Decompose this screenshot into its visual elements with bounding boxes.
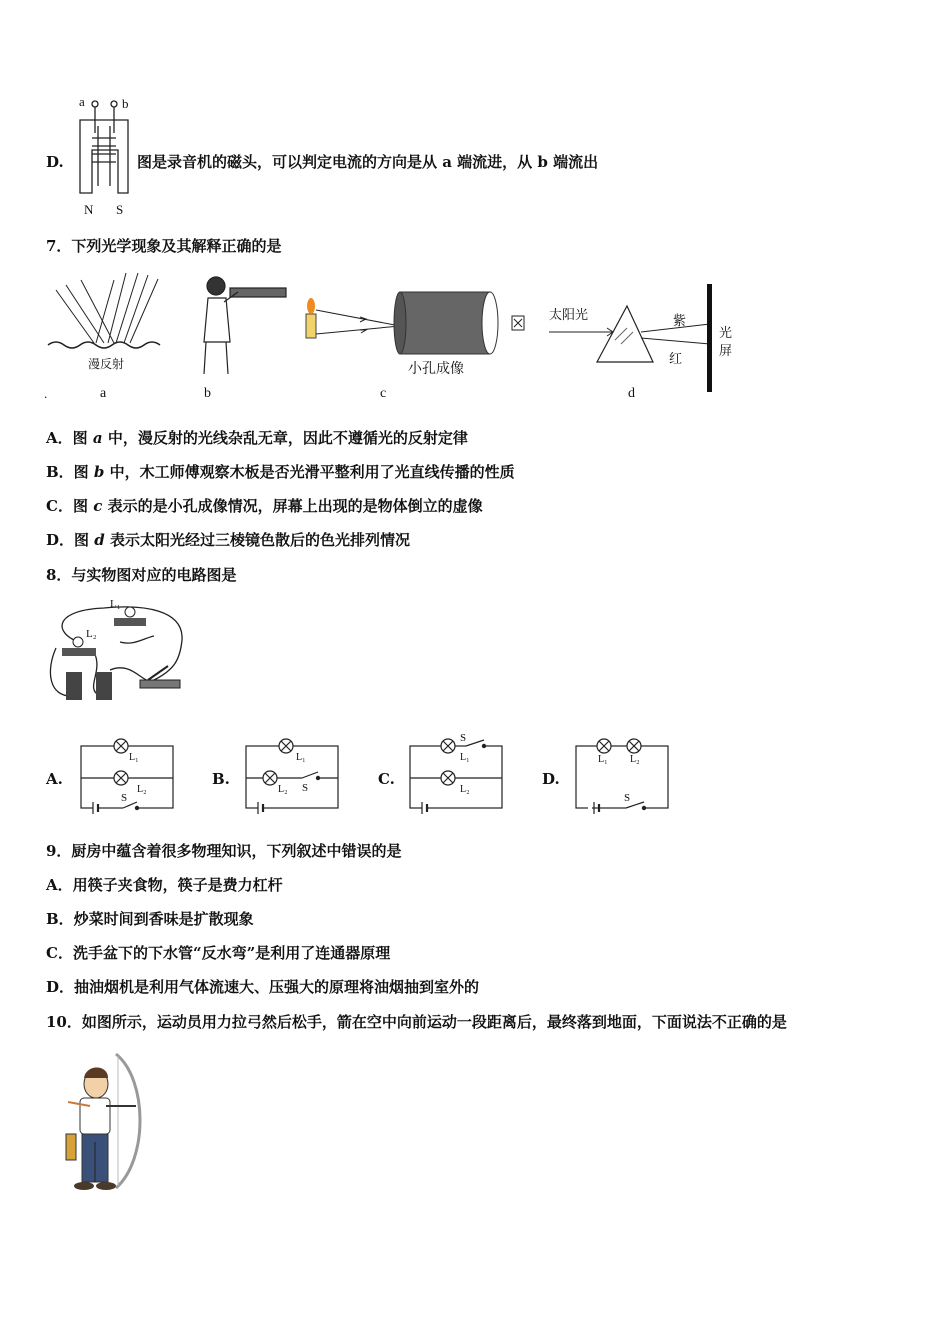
q8-physical-circuit-photo: [44, 600, 194, 708]
q6-option-d-text: 图是录音机的磁头，可以判定电流的方向是从 a 端流进，从 b 端流出: [137, 153, 599, 171]
q7-option-d: [46, 530, 410, 550]
q9-option-a: A．用筷子夹食物，筷子是费力杠杆: [46, 876, 283, 894]
b-s-label: S: [302, 782, 309, 794]
q7-option-d-label: D．图: [46, 531, 90, 549]
fig-d-red-label: 红: [669, 351, 683, 366]
q7-option-c-text: 表示的是小孔成像情况，屏幕上出现的是物体倒立的虚像: [107, 497, 483, 515]
q7-stem: 7．下列光学现象及其解释正确的是: [46, 237, 282, 255]
terminal-b-label: b: [122, 96, 129, 111]
q8-option-a-label: A.: [46, 770, 63, 788]
q7-option-a-label: A．图: [46, 429, 88, 447]
q9-stem: 9．厨房中蕴含着很多物理知识，下列叙述中错误的是: [46, 842, 402, 860]
fig-d-screen-label-2: 屏: [719, 343, 733, 358]
fig-a-caption: a: [100, 386, 107, 401]
q9-option-b: B．炒菜时间到香味是扩散现象: [46, 910, 254, 928]
q8-circuit-c: [404, 732, 509, 814]
pole-n-label: N: [84, 202, 94, 217]
c-l2-label: L₂: [460, 784, 470, 795]
fig-d-sun-label: 太阳光: [549, 307, 589, 322]
terminal-a-label: a: [79, 94, 85, 109]
q8-option-d-label: D.: [542, 770, 560, 788]
a-s-label: S: [121, 792, 128, 804]
c-l1-label: L₁: [460, 752, 470, 763]
q9-option-c: C．洗手盆下的下水管“反水弯”是利用了连通器原理: [46, 944, 391, 962]
q7-option-a-var: a: [92, 429, 103, 447]
photo-l1-label: L₁: [110, 598, 121, 610]
q8-option-b-label: B.: [212, 770, 230, 788]
q8-stem: 8．与实物图对应的电路图是: [46, 566, 237, 584]
fig-d-screen-label-1: 光: [719, 325, 733, 340]
q7-figure-b-carpenter: [190, 272, 290, 377]
q7-figure-d-prism: [545, 282, 745, 392]
b-l1-label: L₁: [296, 752, 306, 763]
fig-b-caption: b: [204, 386, 211, 401]
q7-figure-c-pinhole: [300, 288, 530, 383]
d-l1-label: L₁: [598, 754, 608, 765]
q7-option-a-text: 中，漫反射的光线杂乱无章，因此不遵循光的反射定律: [107, 429, 468, 447]
q7-option-c-label: C．图: [46, 497, 88, 515]
q7-option-b-label: B．图: [46, 463, 89, 481]
d-l2-label: L₂: [630, 754, 640, 765]
q7-option-d-text: 表示太阳光经过三棱镜色散后的色光排列情况: [109, 531, 410, 549]
q8-circuit-b: [240, 732, 345, 814]
q7-option-d-var: d: [94, 531, 105, 549]
a-l1-label: L₁: [129, 752, 139, 763]
d-s-label: S: [624, 792, 631, 804]
q7-option-c: [46, 496, 483, 516]
fig-d-violet-label: 紫: [673, 313, 687, 328]
q7-option-b-text: 中，木工师傅观察木板是否光滑平整利用了光直线传播的性质: [109, 463, 515, 481]
c-s-label: S: [460, 732, 467, 744]
q10-archer-figure: [56, 1050, 156, 1195]
q7-option-a: [46, 428, 468, 448]
fig-d-caption: d: [628, 386, 635, 401]
fig-c-inner-label: 小孔成像: [408, 362, 464, 377]
q7-option-b: [46, 462, 515, 482]
fig-c-caption: c: [380, 386, 387, 401]
q8-circuit-a: [75, 732, 180, 814]
q7-option-b-var: b: [93, 463, 105, 481]
q8-option-c-label: C.: [378, 770, 395, 788]
q8-circuit-d: [570, 732, 675, 814]
b-l2-label: L₂: [278, 784, 288, 795]
photo-l2-label: L₂: [86, 628, 97, 640]
magnetic-head-figure: [70, 94, 140, 220]
q10-stem: 10．如图所示，运动员用力拉弓然后松手，箭在空中向前运动一段距离后，最终落到地面，下面说法不正确的是: [46, 1013, 787, 1031]
q7-option-c-var: c: [93, 497, 103, 515]
q6-option-d-label: D.: [46, 153, 64, 171]
fig-a-inner-label: 漫反射: [88, 357, 125, 371]
a-l2-label: L₂: [137, 784, 147, 795]
fig-mark: .: [44, 386, 48, 401]
q7-figure-a-diffuse: [46, 265, 166, 375]
q9-option-d: D．抽油烟机是利用气体流速大、压强大的原理将油烟抽到室外的: [46, 978, 480, 996]
pole-s-label: S: [116, 202, 124, 217]
